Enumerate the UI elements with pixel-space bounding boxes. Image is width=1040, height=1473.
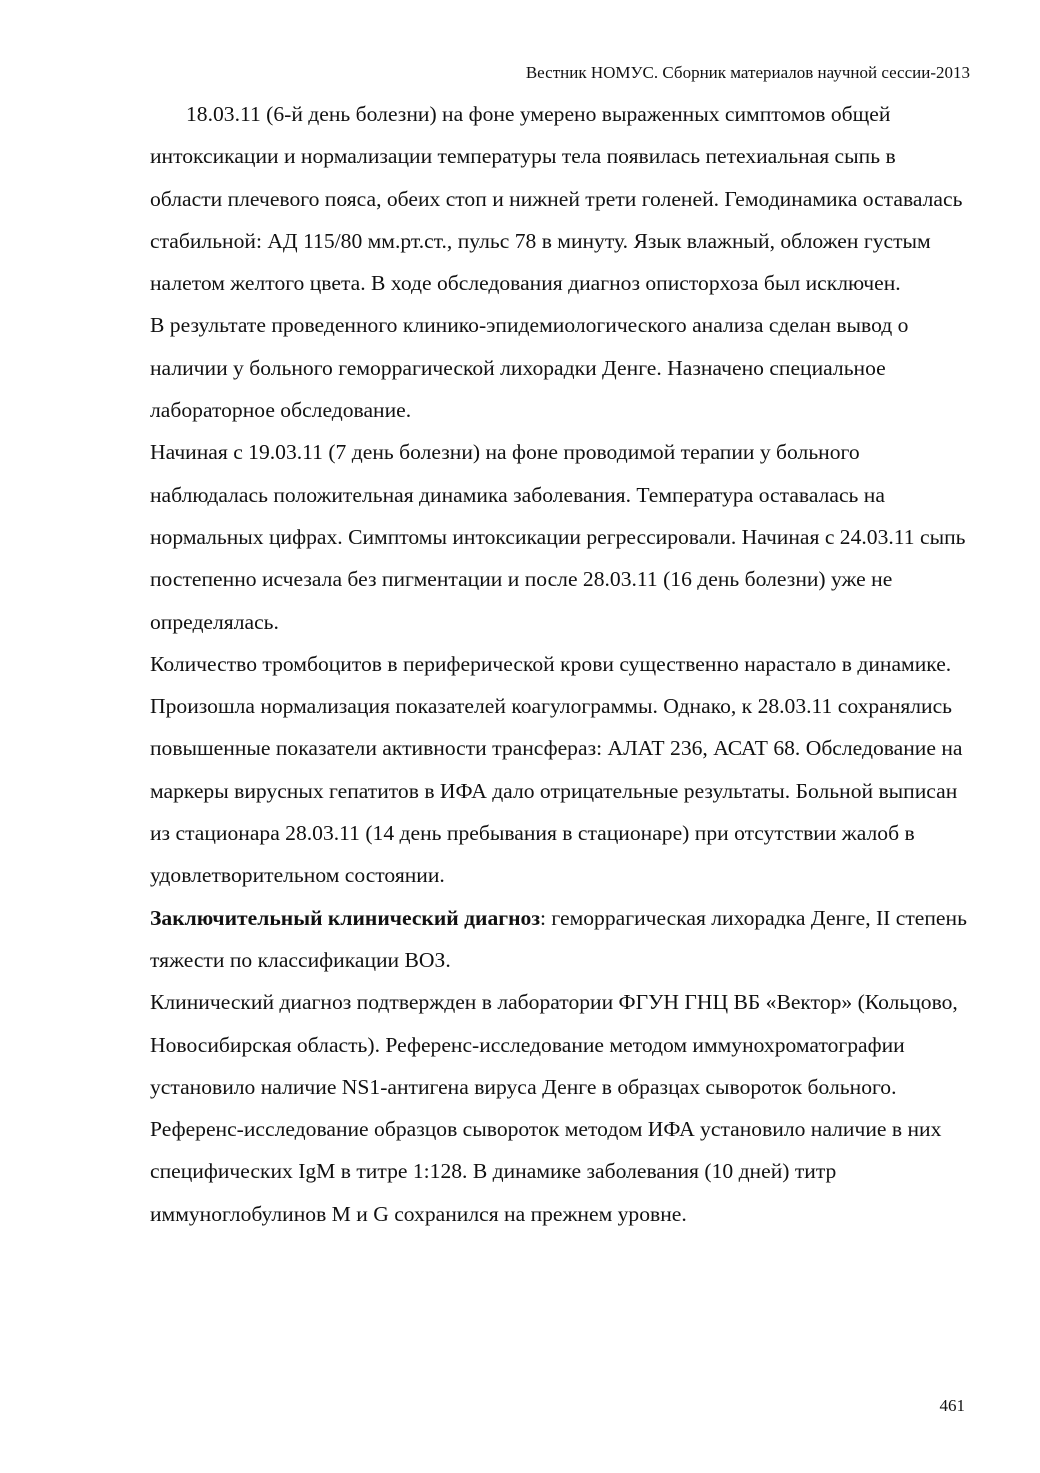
running-header: Вестник НОМУС. Сборник материалов научной сессии-2013	[525, 63, 970, 82]
final-diagnosis-term: Заключительный клинический диагноз	[150, 905, 541, 930]
article-body	[150, 93, 972, 1235]
paragraph-final-diagnosis	[150, 897, 972, 982]
paragraph-lab-confirmation: Клинический диагноз подтвержден в лаборатории ФГУН ГНЦ ВБ «Вектор» (Кольцово, Новосибирская область). Референс-исследование методом иммунохроматографии установило наличие NS1-антигена вируса Денге в образцах сывороток больного. Референс-исследование образцов сывороток методом ИФА установило наличие в них специфических IgM в титре 1:128. В динамике заболевания (10 дней) титр иммуноглобулинов М и G сохранился на прежнем уровне.	[150, 990, 958, 1226]
page-number: 461	[939, 1396, 965, 1415]
paragraph-positive-dynamics: Начиная с 19.03.11 (7 день болезни) на фоне проводимой терапии у больного наблюдалась положительная динамика заболевания. Температура оставалась на нормальных цифрах. Симптомы интоксикации регрессировали. Начиная с 24.03.11 сыпь постепенно исчезала без пигментации и после 28.03.11 (16 день болезни) уже не определялась.	[150, 440, 966, 634]
final-diagnosis-text: : геморрагическая лихорадка Денге, II степень тяжести по классификации ВОЗ.	[150, 905, 967, 972]
paragraph-dengue-conclusion: В результате проведенного клинико-эпидемиологического анализа сделан вывод о наличии у больного геморрагической лихорадки Денге. Назначено специальное лабораторное обследование.	[150, 313, 909, 423]
paragraph-lab-results: Количество тромбоцитов в периферической крови существенно нарастало в динамике. Произошла нормализация показателей коагулограммы. Однако, к 28.03.11 сохранялись повышенные показатели активности трансфераз: АЛАТ 236, АСАТ 68. Обследование на маркеры вирусных гепатитов в ИФА дало отрицательные результаты. Больной выписан из стационара 28.03.11 (14 день пребывания в стационаре) при отсутствии жалоб в удовлетворительном состоянии.	[150, 651, 963, 888]
paragraph-day6-symptoms: 18.03.11 (6-й день болезни) на фоне умерено выраженных симптомов общей интоксикации и нормализации температуры тела появилась петехиальная сыпь в области плечевого пояса, обеих стоп и нижней трети голеней. Гемодинамика оставалась стабильной: АД 115/80 мм.рт.ст., пульс 78 в минуту. Язык влажный, обложен густым налетом желтого цвета. В ходе обследования диагноз описторхоза был исключен.	[150, 102, 963, 296]
